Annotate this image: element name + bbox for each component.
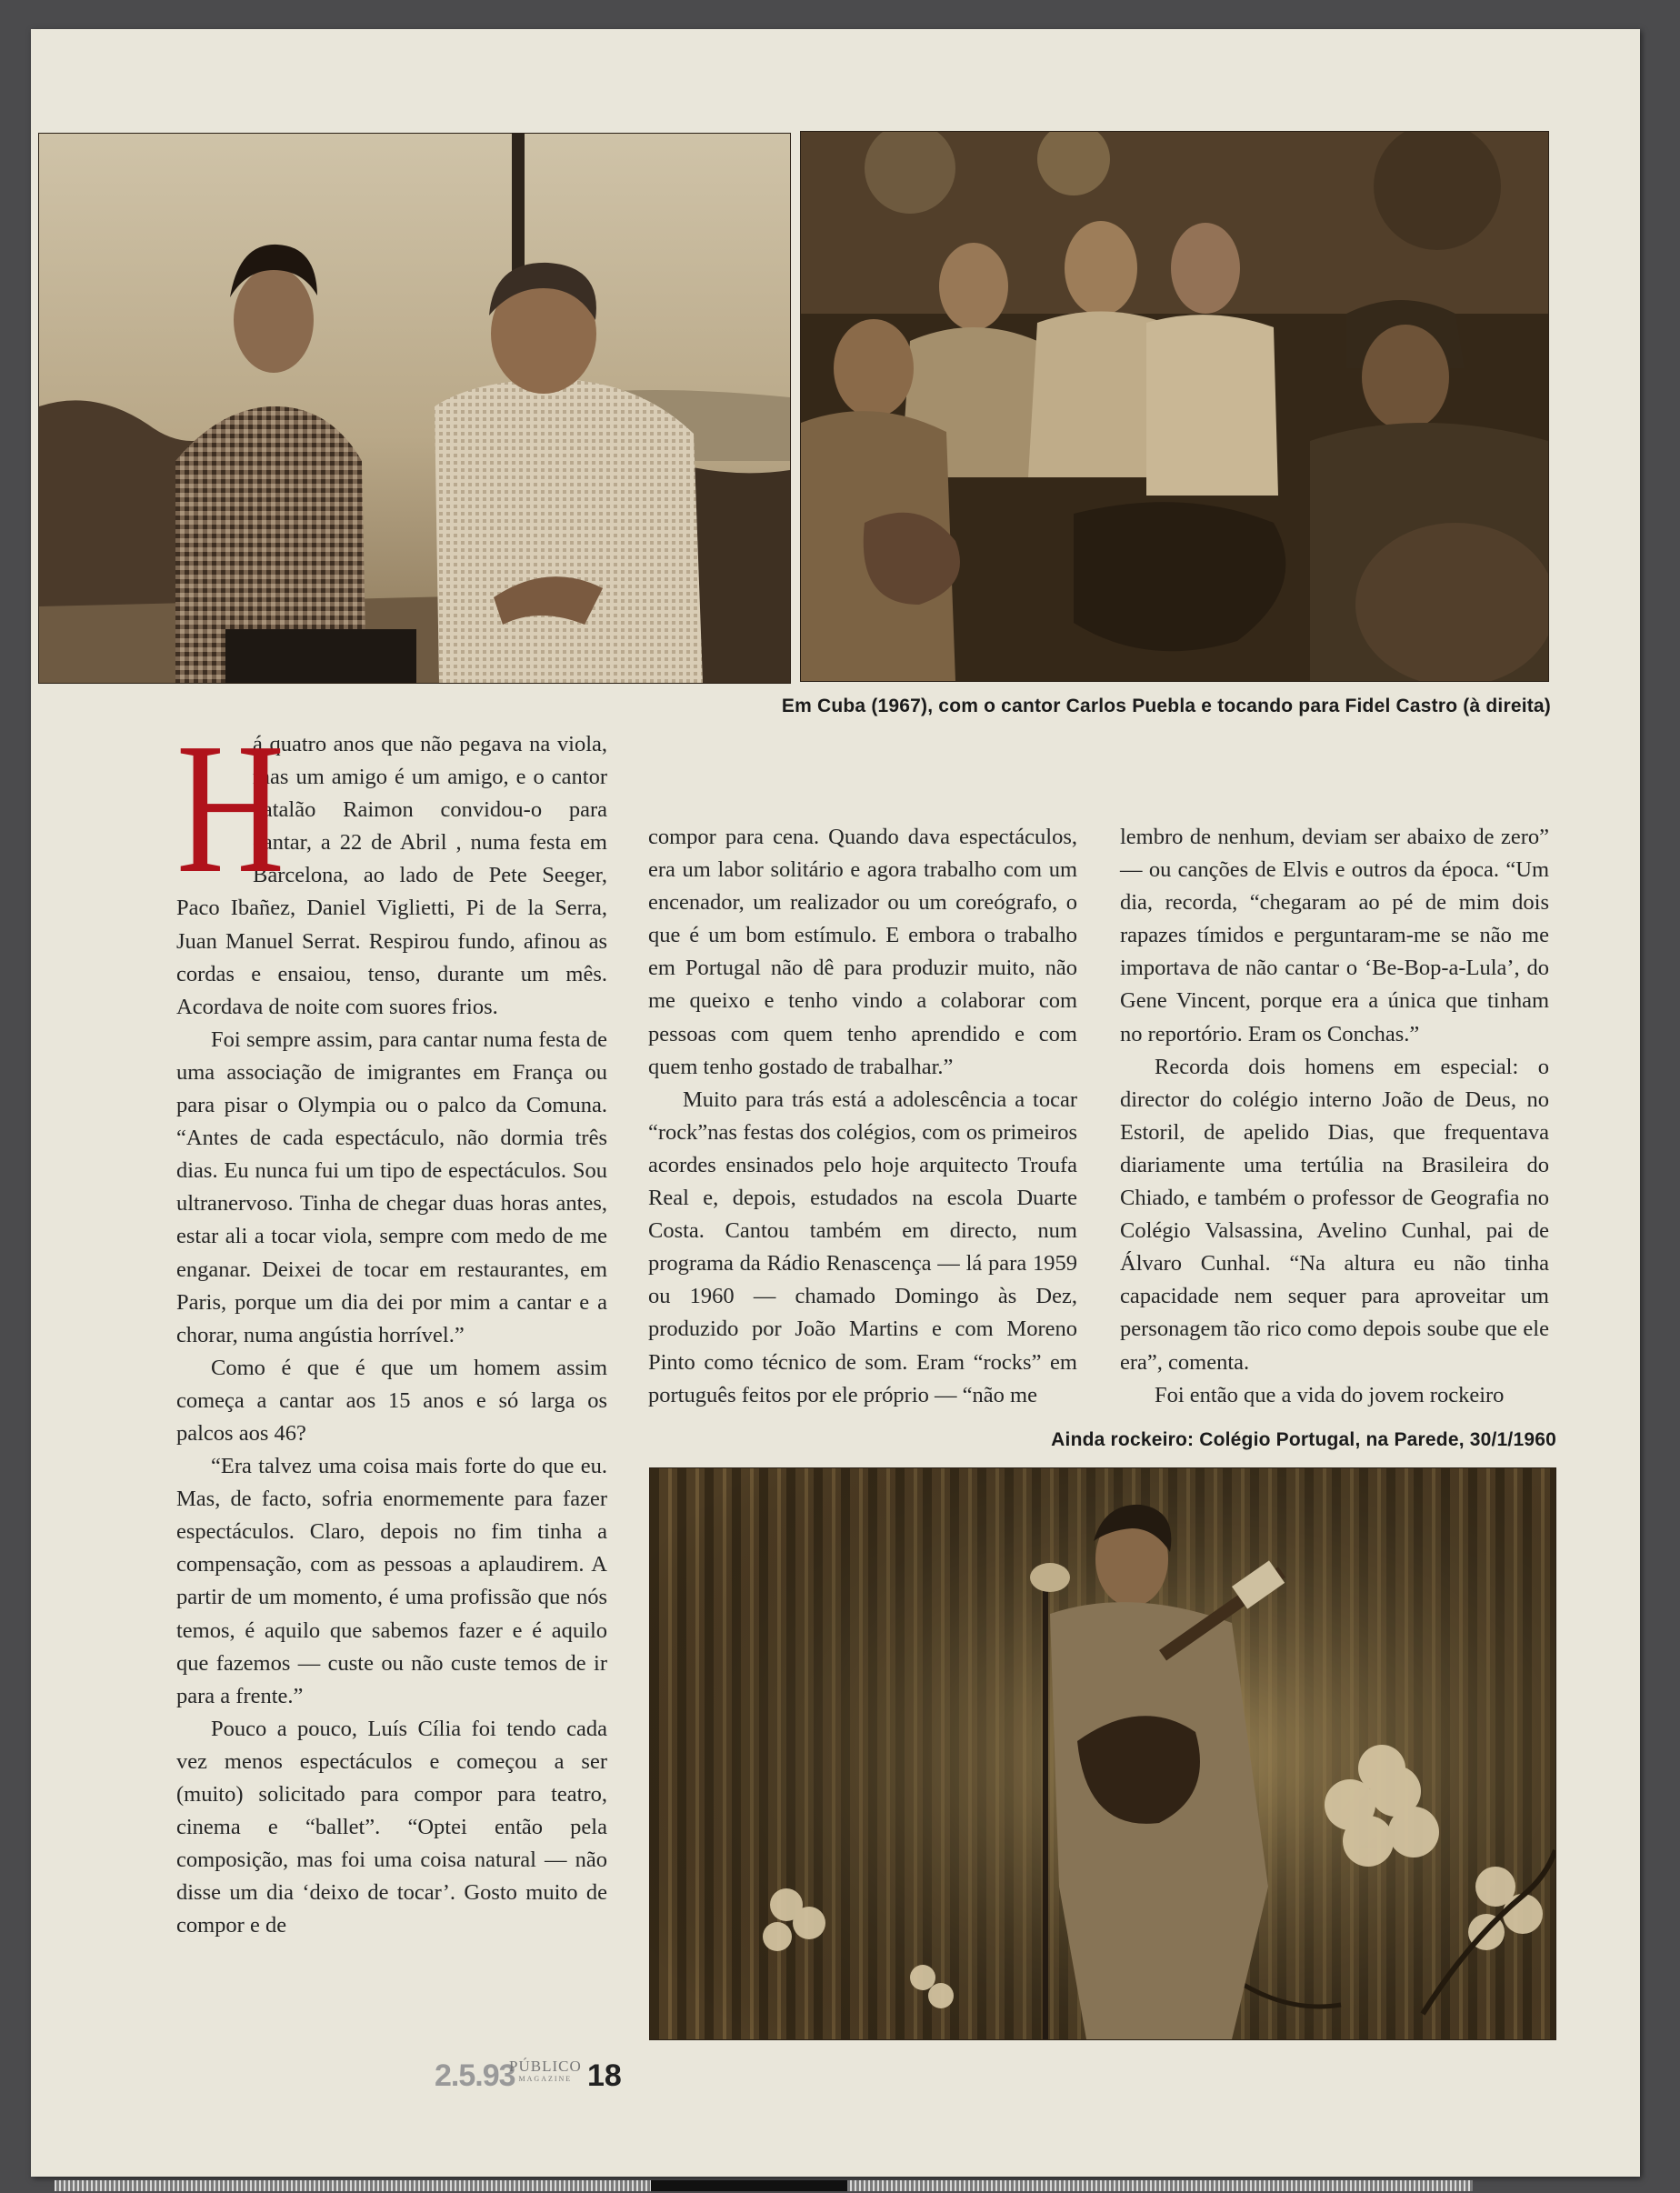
magazine-page (31, 29, 1640, 2177)
publication-name: PÚBLICO (509, 2058, 582, 2075)
article-column-3 (1120, 821, 1549, 1439)
article-paragraph-1-text: á quatro anos que não pegava na viola, mas um amigo é um amigo, e o cantor catalão Raimon convidou-o para cantar, a 22 de Abril , numa festa em Barcelona, ao lado de Pete Seeger, Paco Ibañez, Daniel Viglietti, Pi de la Serra, Juan Manuel Serrat. Respirou fundo, afinou as cordas e ensaiou, tenso, durante um mês. Acordava de noite com suores frios. (176, 732, 607, 1019)
article-paragraph: Como é que é que um homem assim começa a cantar aos 15 anos e só larga os palcos aos 46? (176, 1355, 607, 1446)
article-paragraph: Recorda dois homens em especial: o director do colégio interno João de Deus, no Estoril, de apelido Dias, que frequentava diariamente uma tertúlia na Brasileira do Chiado, e também o professor de Geografia no Colégio Valsassina, Avelino Cunhal, pai de Álvaro Cunhal. “Na altura eu não tinha capacidade nem sequer para aproveitar um personagem tão rico como depois soube que ele era”, comenta. (1120, 1054, 1549, 1375)
drop-cap: H (176, 704, 285, 912)
photo-with-carlos-puebla-image (39, 134, 790, 683)
issue-date: 2.5.93 (435, 2058, 515, 2093)
article-paragraph: Muito para trás está a adolescência a tocar “rock”nas festas dos colégios, com os primeiros acordes ensinados pelo hoje arquitecto Troufa Real e, depois, estudados na escola Duarte Costa. Cantou também em directo, num programa da Rádio Renascença — lá para 1959 ou 1960 — chamado Domingo às Dez, produzido por João Martins e com Moreno Pinto como técnico de som. Eram “rocks” em português feitos por ele próprio — “não me (648, 1086, 1077, 1407)
article-paragraph: Foi sempre assim, para cantar numa festa de uma associação de imigrantes em França ou para pisar o Olympia ou o palco da Comuna. “Antes de cada espectáculo, não dormia três dias. Eu nunca fui um tipo de espectáculos. Sou ultranervoso. Tinha de chegar duas horas antes, estar ali a tocar viola, sempre com medo de me enganar. Deixei de tocar em restaurantes, em Paris, porque um dia dei por mim a cantar e a chorar, numa angústia horrível.” (176, 1026, 607, 1347)
page-number: 18 (587, 2058, 622, 2093)
photo-with-carlos-puebla (38, 133, 791, 684)
article-paragraph: Pouco a pouco, Luís Cília foi tendo cada vez menos espectáculos e começou a ser (muito) solicitado para compor para teatro, cinema e “ballet”. “Optei então pela composição, mas foi uma coisa natural — não disse um dia ‘deixo de tocar’. Gosto muito de compor e de (176, 1716, 607, 1938)
caption-rockeiro-photo: Ainda rockeiro: Colégio Portugal, na Parede, 30/1/1960 (1051, 1429, 1556, 1450)
article-column-1 (176, 704, 607, 2065)
photo-playing-for-fidel-castro-image (801, 132, 1548, 681)
photo-colegio-portugal-concert-image (650, 1468, 1555, 2039)
article-column-2 (648, 821, 1077, 1439)
photo-playing-for-fidel-castro (800, 131, 1549, 682)
scan-ruler-marker (651, 2180, 847, 2191)
publication-section: MAGAZINE (518, 2075, 573, 2083)
article-paragraph: “Era talvez uma coisa mais forte do que eu. Mas, de facto, sofria enormemente para fazer espectáculos. Claro, depois no fim tinha a compensação, com as pessoas a aplaudirem. A partir de um momento, é uma profissão que nós temos, é aquilo que sabemos fazer e é aquilo que fazemos — custe ou não custe temos de ir para a frente.” (176, 1454, 607, 1708)
article-paragraph-1 (176, 704, 607, 1024)
photo-colegio-portugal-concert (649, 1467, 1556, 2040)
article-paragraph: Foi então que a vida do jovem rockeiro (1155, 1382, 1505, 1407)
caption-cuba-photos: Em Cuba (1967), com o cantor Carlos Puebla e tocando para Fidel Castro (à direita) (781, 696, 1551, 716)
publication-logo (509, 2058, 582, 2083)
article-paragraph: lembro de nenhum, deviam ser abaixo de zero” — ou canções de Elvis e outros da época. “Um dia, recorda, “chegaram ao pé de mim dois rapazes tímidos e perguntaram-me se não me importava de não cantar o ‘Be-Bop-a-Lula’, do Gene Vincent, porque era a única que tinham no reportório. Eram os Conchas.” (1120, 825, 1549, 1046)
article-paragraph: compor para cena. Quando dava espectáculos, era um labor solitário e agora trabalho com um encenador, um realizador ou um coreógrafo, o que é um bom estímulo. E embora o trabalho em Portugal não dê para produzir muito, não me queixo e tenho vindo a colaborar com pessoas com quem tenho aprendido e com quem tenho gostado de trabalhar.” (648, 825, 1077, 1079)
